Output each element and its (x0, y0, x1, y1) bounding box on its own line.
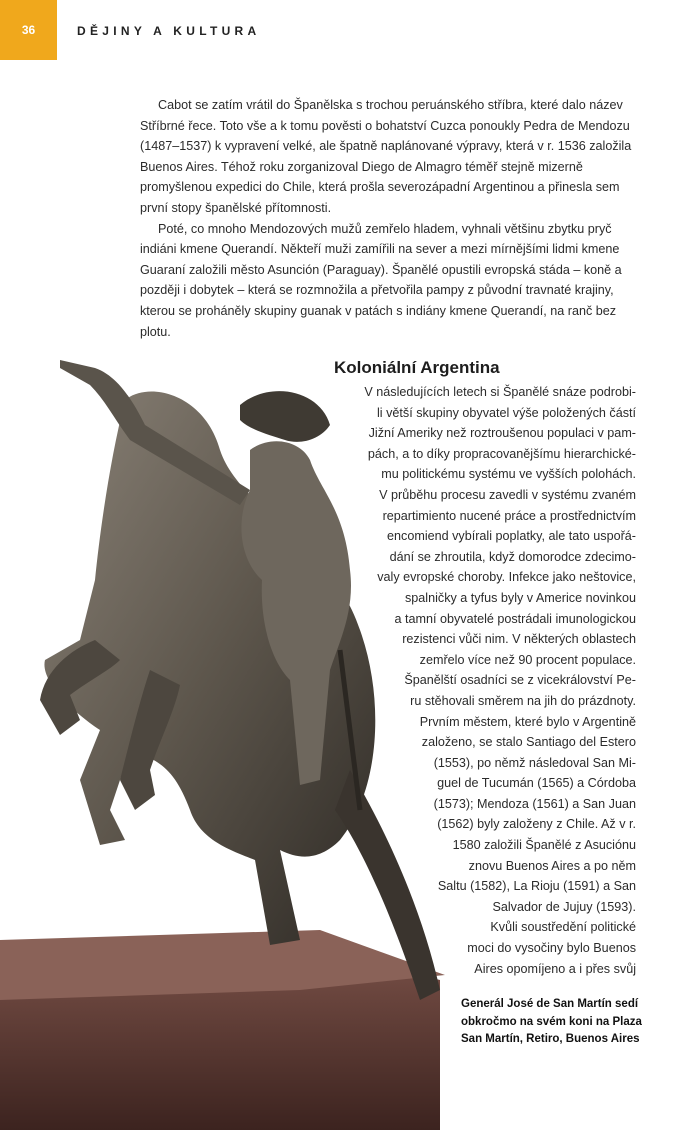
section-line: Salvador de Jujuy (1593). (492, 899, 636, 914)
section-line: spalničky a tyfus byly v Americe novinkou (405, 590, 636, 605)
section-body (0, 382, 700, 979)
page-number: 36 (21, 23, 36, 37)
intro-paragraph-1: Cabot se zatím vrátil do Španělska s trochou peruánského stříbra, které dalo název Stříbrné řece. Toto vše a k tomu pověsti o bohatství Cuzca ponoukly Pedra de Mendozu (1487–1537) k vypravení velké, ale špatně naplánované výpravy, která v r. 1536 založila Buenos Aires. Téhož roku zorganizoval Diego de Almagro téměř stejně mizerně promyšlenou expedici do Chile, která prošla severozápadní Argentinou a přinesla sem první stopy španělské přítomnosti. (140, 98, 632, 215)
section-line: guel de Tucumán (1565) a Córdoba (437, 776, 636, 791)
section-heading: Koloniální Argentina (334, 358, 500, 377)
section-line: V následujících letech si Španělé snáze podrobi- (364, 385, 636, 399)
section-line: valy evropské choroby. Infekce jako neštovice, (377, 570, 636, 585)
section-line: Aires opomíjeno a i přes svůj (474, 961, 636, 976)
photo-caption: Generál José de San Martín sedí obkročmo na svém koni na Plaza San Martín, Retiro, Buenos Aires (461, 998, 642, 1046)
section-line: Kvůli soustředění politické (490, 920, 636, 935)
section-line: a tamní obyvatelé postrádali imunologickou (394, 611, 636, 626)
section-line: (1573); Mendoza (1561) a San Juan (433, 796, 636, 811)
section-line: zemřelo více než 90 procent populace. (419, 652, 636, 667)
section-line: Španělští osadníci se z vicekrálovství Pe- (404, 673, 636, 688)
intro-paragraph-2: Poté, co mnoho Mendozových mužů zemřelo hladem, vyhnali většinu zbytku pryč indiáni kmene Querandí. Někteří muži zamířili na sever a mezi mírnějšími lidmi kmene Guaraní založili město Asunción (Paraguay). Španělé opustili evropská stáda – koně a později i dobytek – která se rozmnožila a přetvořila pampy z původní travnaté krajiny, kterou se proháněly skupiny guanak v patách s indiány kmene Querandí, na ranč bez plotu. (140, 221, 622, 339)
section-line: dání se zhroutila, když domorodce zdecimo- (389, 549, 636, 564)
intro-text (140, 95, 636, 342)
section-line: Saltu (1582), La Rioju (1591) a San (437, 879, 636, 894)
section-line: encomiend vybírali poplatky, ale tato uspořá- (387, 529, 636, 544)
section-line: Jižní Ameriky než roztroušenou populaci v pam- (368, 426, 636, 441)
section-line: V průběhu procesu zavedli v systému zvaném (379, 487, 636, 502)
section-line: (1562) byly založeny z Chile. Až v r. (437, 817, 636, 832)
section-line: mu politickému systému ve vyšších polohách. (381, 467, 636, 482)
section-line: repartimiento nucené práce a prostřednictvím (382, 508, 636, 523)
section-line: založeno, se stalo Santiago del Estero (421, 735, 636, 750)
section-line: (1553), po němž následoval San Mi- (433, 755, 636, 770)
section-line: znovu Buenos Aires a po něm (468, 858, 636, 873)
section-line: 1580 založili Španělé z Asuciónu (452, 838, 636, 853)
section-line: rezistenci vůči nim. V některých oblastech (402, 632, 636, 647)
running-title: DĚJINY A KULTURA (77, 24, 261, 38)
section-line: pách, a to díky propracovanějšímu hierarchické- (367, 446, 636, 461)
section-line: moci do vysočiny bylo Buenos (467, 941, 636, 956)
page-number-badge (0, 0, 57, 60)
section-line: ru stěhovali směrem na jih do prázdnoty. (410, 693, 636, 708)
section-line: Prvním městem, které bylo v Argentině (419, 714, 636, 729)
section-line: li větší skupiny obyvatel výše položených částí (377, 405, 636, 420)
